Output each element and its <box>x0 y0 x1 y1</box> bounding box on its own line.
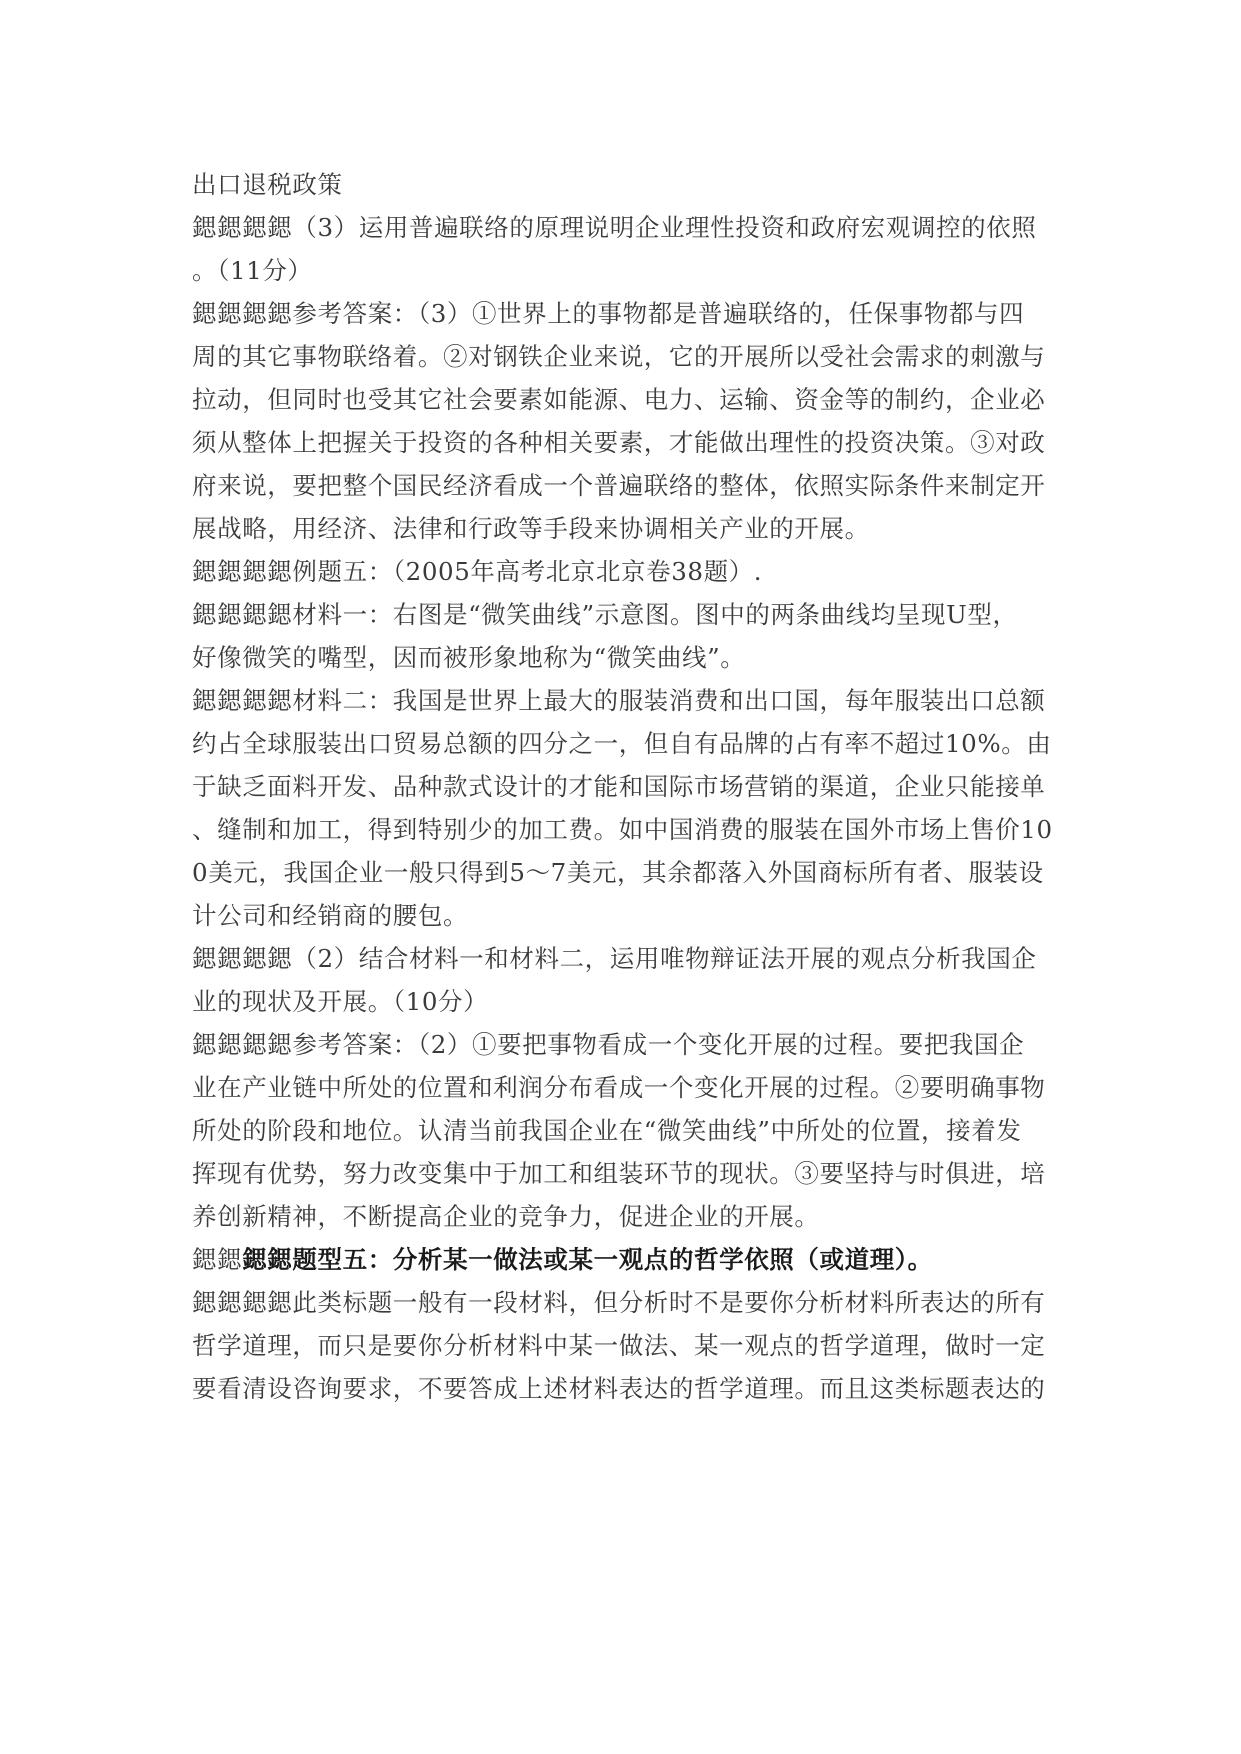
text-line: 鍶鍶鍶鍶材料一：右图是“微笑曲线”示意图。图中的两条曲线均呈现U型， <box>192 600 1018 629</box>
paragraph-material-1 <box>192 593 1062 679</box>
text-line: 养创新精神，不断提高企业的竞争力，促进企业的开展。 <box>192 1202 820 1231</box>
text-line: 鍶鍶鍶鍶材料二：我国是世界上最大的服装消费和出口国，每年服装出口总额 <box>192 686 1046 715</box>
paragraph-question-3 <box>192 206 1062 292</box>
text-line: 展战略，用经济、法律和行政等手段来协调相关产业的开展。 <box>192 514 870 543</box>
text-line: 拉动，但同时也受其它社会要素如能源、电力、运输、资金等的制约，企业必 <box>192 385 1046 414</box>
text-line: 鍶鍶鍶鍶参考答案：（3）①世界上的事物都是普遍联络的，任保事物都与四 <box>192 299 1025 328</box>
paragraph-answer-3 <box>192 292 1062 550</box>
document-body <box>192 163 1062 1410</box>
text-line: 哲学道理，而只是要你分析材料中某一做法、某一观点的哲学道理，做时一定 <box>192 1331 1046 1360</box>
text-line: 好像微笑的嘴型，因而被形象地称为“微笑曲线”。 <box>192 643 746 672</box>
paragraph-question-2 <box>192 937 1062 1023</box>
paragraph-material-2 <box>192 679 1062 937</box>
text-line: 业在产业链中所处的位置和利润分布看成一个变化开展的过程。②要明确事物 <box>192 1073 1046 1102</box>
paragraph-topic <box>192 163 1062 206</box>
text-line: 0美元，我国企业一般只得到5～7美元，其余都落入外国商标所有者、服装设 <box>192 858 1044 887</box>
paragraph-answer-2 <box>192 1023 1062 1238</box>
text-line: 计公司和经销商的腰包。 <box>192 901 469 930</box>
text-line: 鍶鍶鍶鍶（3）运用普遍联络的原理说明企业理性投资和政府宏观调控的依照 <box>192 213 1037 242</box>
text-line: 、缝制和加工，得到特别少的加工费。如中国消费的服装在国外市场上售价10 <box>192 815 1053 844</box>
text-line: 。（11分） <box>192 256 313 285</box>
paragraph-explanation <box>192 1281 1062 1410</box>
text-line: 挥现有优势，努力改变集中于加工和组装环节的现状。③要坚持与时俱进，培 <box>192 1159 1046 1188</box>
text-line: 于缺乏面料开发、品种款式设计的才能和国际市场营销的渠道，企业只能接单 <box>192 772 1046 801</box>
text-line: 所处的阶段和地位。认清当前我国企业在“微笑曲线”中所处的位置，接着发 <box>192 1116 1022 1145</box>
text-line <box>192 1238 1062 1281</box>
section-heading-bold: 鍶鍶题型五：分析某一做法或某一观点的哲学依照（或道理）。 <box>242 1245 933 1274</box>
text-line: 约占全球服装出口贸易总额的四分之一，但自有品牌的占有率不超过10%。由 <box>192 729 1052 758</box>
text-line: 出口退税政策 <box>192 170 343 199</box>
text-line: 鍶鍶鍶鍶（2）结合材料一和材料二，运用唯物辩证法开展的观点分析我国企 <box>192 944 1037 973</box>
text-line: 鍶鍶鍶鍶此类标题一般有一段材料，但分析时不是要你分析材料所表达的所有 <box>192 1288 1046 1317</box>
text-line: 要看清设咨询要求，不要答成上述材料表达的哲学道理。而且这类标题表达的 <box>192 1374 1046 1403</box>
text-line: 周的其它事物联络着。②对钢铁企业来说，它的开展所以受社会需求的刺激与 <box>192 342 1046 371</box>
text-line: 鍶鍶鍶鍶参考答案：（2）①要把事物看成一个变化开展的过程。要把我国企 <box>192 1030 1025 1059</box>
heading-prefix: 鍶鍶 <box>192 1245 243 1274</box>
text-line: 鍶鍶鍶鍶例题五：（2005年高考北京北京卷38题）. <box>192 557 763 586</box>
text-line: 府来说，要把整个国民经济看成一个普遍联络的整体，依照实际条件来制定开 <box>192 471 1046 500</box>
paragraph-section-heading <box>192 1238 1062 1281</box>
text-line: 须从整体上把握关于投资的各种相关要素，才能做出理性的投资决策。③对政 <box>192 428 1046 457</box>
paragraph-example-5 <box>192 550 1062 593</box>
text-line: 业的现状及开展。（10分） <box>192 987 489 1016</box>
